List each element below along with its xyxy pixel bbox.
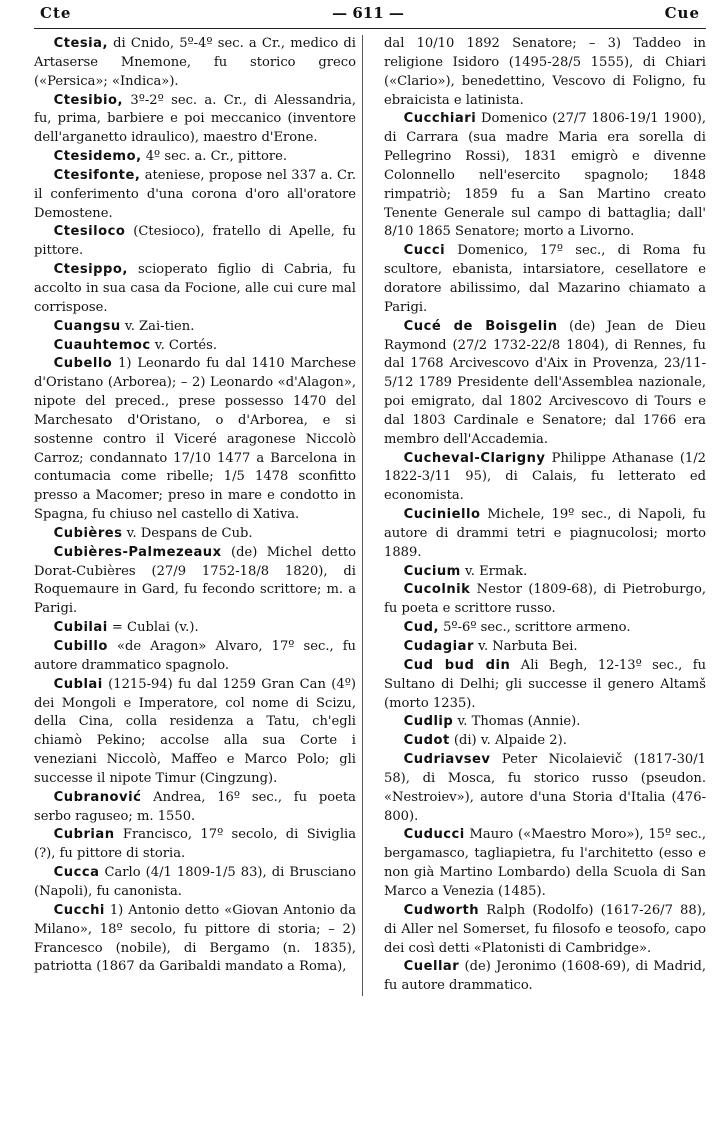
dictionary-entry [34,619,356,638]
dictionary-entry [34,318,356,337]
entry-headword: Cucium [403,563,461,579]
dictionary-entry [384,581,706,619]
dictionary-entry [384,563,706,582]
dictionary-entry [34,826,356,864]
entry-headword: Cucci [403,243,446,259]
dictionary-entry [384,242,706,317]
entry-text: 4º sec. a. Cr., pittore. [141,149,288,165]
left-column [34,35,363,996]
entry-headword: Ctesippo, [53,262,128,278]
entry-text: ateniese, propose nel 337 a. Cr. il conferimento d'una corona d'oro all'oratore Demostene. [34,167,356,221]
entry-text: scioperato figlio di Cabria, fu accolto in sua casa da Focione, alle cui cure mal corrispose. [34,262,356,315]
entry-text: Ali Begh, 12-13º sec., fu Sultano di Delhi; gli successe il genero Altamš (morto 1235). [384,657,706,711]
entry-headword: Cud bud din [403,657,511,673]
dictionary-entry [384,826,706,901]
page-header [34,4,706,29]
dictionary-entry [384,450,706,507]
dictionary-entry [34,676,356,789]
dictionary-entry [384,751,706,826]
entry-text: (1215-94) fu dal 1259 Gran Can (4º) dei Mongoli e Imperatore, col nome di Scizu, della Cina, colla residenza a Tatu, ch'egli chiamò Pekino; accolse alla sua Corte i veneziani Niccolò, Maffeo e Marco Polo; gli successe il nipote Timur (Cingzung). [34,676,356,786]
entry-headword: Cublai [53,676,103,692]
entry-headword: Cuciniello [403,507,481,523]
dictionary-entry [34,525,356,544]
entry-text: v. Despans de Cub. [122,525,253,541]
entry-text: = Cublai (v.). [107,620,199,636]
entry-headword: Cucolnik [403,582,471,598]
entry-headword: Cuangsu [53,318,121,334]
entry-text: Domenico, 17º sec., di Roma fu scultore, ebanista, intarsiatore, cesellatore e doratore abilissimo, dal Mazarino chiamato a Parigi. [384,243,706,315]
entry-text: (Ctesioco), fratello di Apelle, fu pittore. [34,224,356,259]
header-right-guideword: Cue [664,4,700,22]
entry-text: «de Aragon» Alvaro, 17º sec., fu autore drammatico spagnolo. [34,639,356,673]
dictionary-entry [384,506,706,563]
dictionary-entry [384,958,706,996]
dictionary-entry [34,902,356,977]
entry-text: Domenico (27/7 1806-19/1 1900), di Carrara (sua madre Maria era sorella di Pellegrino Rossi), 1831 emigrò e divenne Colonnello nell'esercito spagnolo; 1848 rimpatriò; 1859 fu a San Martino creato Tenente Generale sul campo di battaglia; dall' 8/10 1865 Senatore; morto a Livorno. [384,111,706,240]
entry-text: v. Narbuta Bei. [473,639,578,654]
entry-headword: Cubranović [53,789,142,805]
entry-text: Francisco, 17º secolo, di Siviglia (?), fu pittore di storia. [34,827,356,862]
dictionary-entry [384,638,706,657]
entry-text: Nestor (1809-68), di Pietroburgo, fu poeta e scrittore russo. [384,582,706,617]
columns [34,35,706,996]
dictionary-entry [34,337,356,356]
dictionary-entry [34,167,356,224]
entry-headword: Ctesidemo, [53,149,142,165]
entry-text: v. Cortés. [150,337,217,353]
entry-text: Andrea, 16º sec., fu poeta serbo raguseo; m. 1550. [34,789,356,824]
dictionary-entry [34,261,356,318]
entry-headword: Cudriavsev [403,752,491,768]
dictionary-entry [34,148,356,167]
entry-headword: Cuellar [403,959,460,975]
dictionary-entry [34,92,356,149]
entry-headword: Cucé de Boisgelin [403,318,558,334]
dictionary-entry [34,864,356,902]
entry-text: Carlo (4/1 1809-1/5 83), di Brusciano (Napoli), fu canonista. [34,865,356,899]
entry-headword: Cucca [53,865,100,881]
dictionary-entry [34,638,356,676]
dictionary-entry [34,223,356,261]
page-number: — 611 — [332,4,404,22]
dictionary-entry [34,35,356,92]
entry-headword: Cucchi [53,902,105,918]
entry-text: (de) Jean de Dieu Raymond (27/2 1732-22/8 1804), di Rennes, fu dal 1768 Arcivescovo d'Aix in Provenza, 23/11-5/12 1789 Presidente dell'Assemblea nazionale, poi emigrato, dal 1802 Arcivescovo di Tours e dal 1803 Cardinale e Senatore; dal 1766 era membro dell'Accademia. [384,318,706,447]
dictionary-entry [384,657,706,714]
entry-text: Peter Nicolaievič (1817-30/1 58), di Mosca, fu storico russo (pseudon. «Nestroiev»), autore d'una Storia d'Italia (476-800). [384,752,706,824]
entry-text: v. Zai-tien. [120,318,195,334]
dictionary-entry [34,544,356,619]
entry-headword: Cucchiari [403,111,477,127]
dictionary-entry [384,713,706,732]
entry-headword: Ctesia, [53,36,108,51]
entry-headword: Cucheval-Clarigny [403,450,546,466]
entry-headword: Cubillo [53,639,108,654]
header-left-guideword: Cte [40,4,72,22]
entry-headword: Cubrian [53,827,115,843]
entry-text: (di) v. Alpaide 2). [449,733,567,749]
entry-headword: Cudagiar [403,639,474,654]
entry-text: 1) Antonio detto «Giovan Antonio da Milano», 18º secolo, fu pittore di storia; – 2) Francesco (nobile), di Bergamo (n. 1835), patriotta (1867 da Garibaldi mandato a Roma), [34,902,356,975]
entry-headword: Cudlip [403,714,454,730]
entry-headword: Ctesibio, [53,92,124,108]
entry-headword: Cudot [403,733,450,749]
entry-text: v. Thomas (Annie). [453,714,581,730]
entry-headword: Ctesifonte, [53,167,141,183]
entry-headword: Ctesiloco [53,224,126,240]
dictionary-entry [384,732,706,751]
entry-text: dal 10/10 1892 Senatore; – 3) Taddeo in religione Isidoro (1495-28/5 1555), di Chiari («Clario»), benedettino, Vescovo di Foligno, fu ebraicista e latinista. [384,36,706,108]
entry-headword: Cud, [403,620,439,636]
dictionary-entry [34,789,356,827]
entry-text: di Cnido, 5º-4º sec. a Cr., medico di Artaserse Mnemone, fu storico greco («Persica»; «Indica»). [34,36,356,89]
entry-headword: Cubilai [53,620,108,636]
entry-headword: Cubières [53,525,123,541]
entry-headword: Cuducci [403,827,465,843]
entry-text: 5º-6º sec., scrittore armeno. [438,620,631,636]
dictionary-entry [384,35,706,110]
entry-text: 1) Leonardo fu dal 1410 Marchese d'Oristano (Arborea); – 2) Leonardo «d'Alagon», nipote del preced., prese possesso 1470 del Marchesato d'Oristano, o d'Arborea, e si sostenne contro il Viceré aragonese Niccolò Carroz; condannato 17/10 1477 a Barcelona in contumacia come ribelle; 1/5 1478 sconfitto presso a Macomer; preso in mare e condotto in Spagna, fu chiuso nel castello di Xativa. [34,356,356,523]
right-column [384,35,706,996]
entry-text: (de) Jeronimo (1608-69), di Madrid, fu autore drammatico. [384,959,706,994]
dictionary-entry [384,619,706,638]
entry-text: Philippe Athanase (1/2 1822-3/11 95), di Calais, fu letterato ed economista. [384,450,706,504]
entry-headword: Cudworth [403,902,480,918]
dictionary-entry [34,355,356,525]
entry-headword: Cuauhtemoc [53,337,151,353]
dictionary-entry [384,318,706,450]
entry-headword: Cubello [53,356,113,372]
entry-text: Mauro («Maestro Moro»), 15º sec., bergamasco, tagliapietra, fu l'architetto (esso e non già Martino Lombardo) della Scuola di San Marco a Venezia (1485). [384,827,706,899]
entry-text: Ralph (Rodolfo) (1617-26/7 88), di Aller nel Somerset, fu filosofo e teosofo, capo dei così detti «Platonisti di Cambridge». [384,902,706,956]
entry-text: 3º-2º sec. a. Cr., di Alessandria, fu, prima, barbiere e poi meccanico (inventore dell'arganetto idraulico), maestro d'Erone. [34,92,356,146]
dictionary-entry [384,902,706,959]
entry-text: Michele, 19º sec., di Napoli, fu autore di drammi tetri e piagnucolosi; morto 1889. [384,507,706,560]
entry-text: (de) Michel detto Dorat-Cubières (27/9 1752-18/8 1820), di Roquemaure in Gard, fu fecondo scrittore; m. a Parigi. [34,544,356,617]
dictionary-entry [384,110,706,242]
entry-headword: Cubières-Palmezeaux [53,544,222,560]
entry-text: v. Ermak. [460,563,528,579]
